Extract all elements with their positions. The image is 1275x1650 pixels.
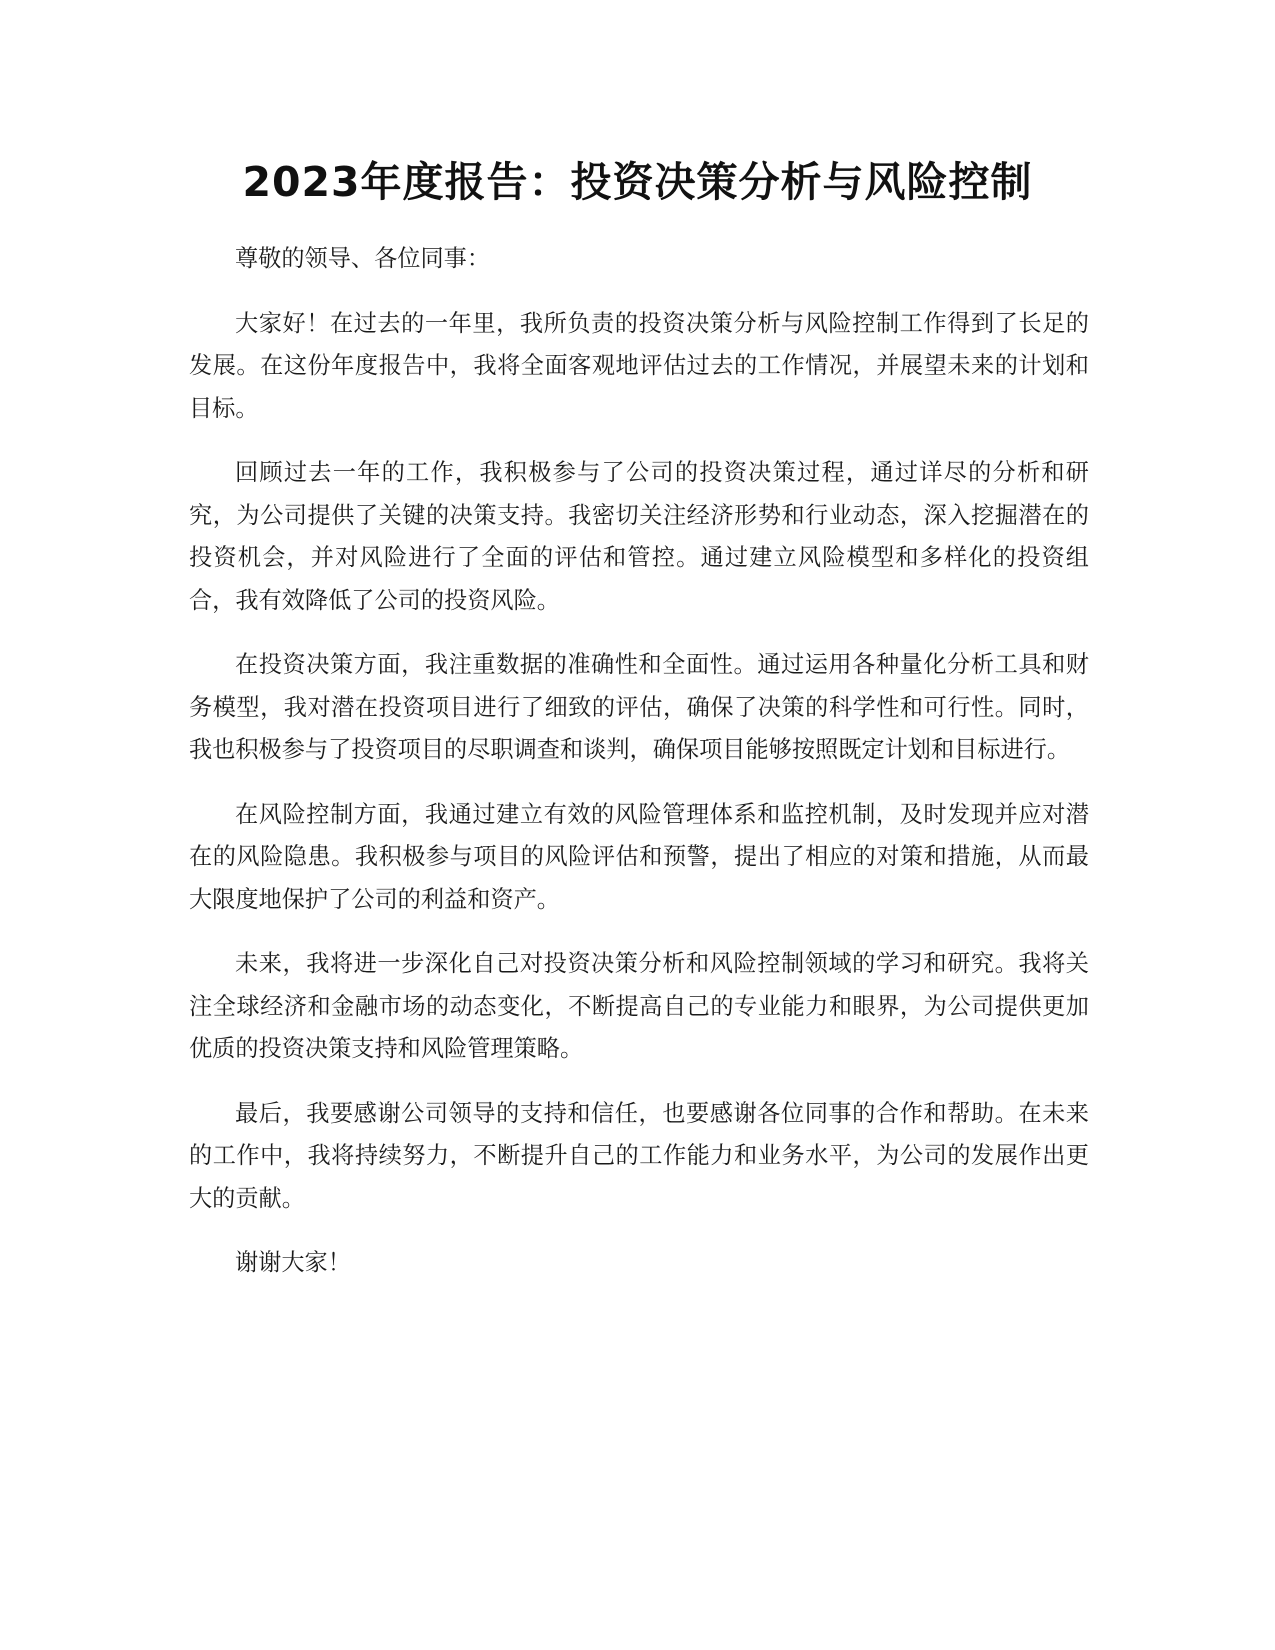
paragraph-investment-decisions: 在投资决策方面，我注重数据的准确性和全面性。通过运用各种量化分析工具和财务模型，我对潜在投资项目进行了细致的评估，确保了决策的科学性和可行性。同时，我也积极参与了投资项目的尽职调查和谈判，确保项目能够按照既定计划和目标进行。 (189, 651, 1089, 763)
paragraph-thanks: 最后，我要感谢公司领导的支持和信任，也要感谢各位同事的合作和帮助。在未来的工作中，我将持续努力，不断提升自己的工作能力和业务水平，为公司的发展作出更大的贡献。 (189, 1099, 1089, 1212)
paragraph-review: 回顾过去一年的工作，我积极参与了公司的投资决策过程，通过详尽的分析和研究，为公司提供了关键的决策支持。我密切关注经济形势和行业动态，深入挖掘潜在的投资机会，并对风险进行了全面的评估和管控。通过建立风险模型和多样化的投资组合，我有效降低了公司的投资风险。 (189, 459, 1089, 614)
closing: 谢谢大家！ (235, 1249, 351, 1276)
paragraph-future: 未来，我将进一步深化自己对投资决策分析和风险控制领域的学习和研究。我将关注全球经济和金融市场的动态变化，不断提高自己的专业能力和眼界，为公司提供更加优质的投资决策支持和风险管理策略。 (189, 950, 1089, 1062)
paragraph-intro: 大家好！在过去的一年里，我所负责的投资决策分析与风险控制工作得到了长足的发展。在这份年度报告中，我将全面客观地评估过去的工作情况，并展望未来的计划和目标。 (189, 309, 1089, 422)
paragraph-risk-control: 在风险控制方面，我通过建立有效的风险管理体系和监控机制，及时发现并应对潜在的风险隐患。我积极参与项目的风险评估和预警，提出了相应的对策和措施，从而最大限度地保护了公司的利益和资产。 (189, 800, 1089, 913)
document-body (189, 238, 1089, 1307)
greeting: 尊敬的领导、各位同事： (235, 245, 491, 272)
document-title: 2023年度报告：投资决策分析与风险控制 (242, 158, 1033, 206)
